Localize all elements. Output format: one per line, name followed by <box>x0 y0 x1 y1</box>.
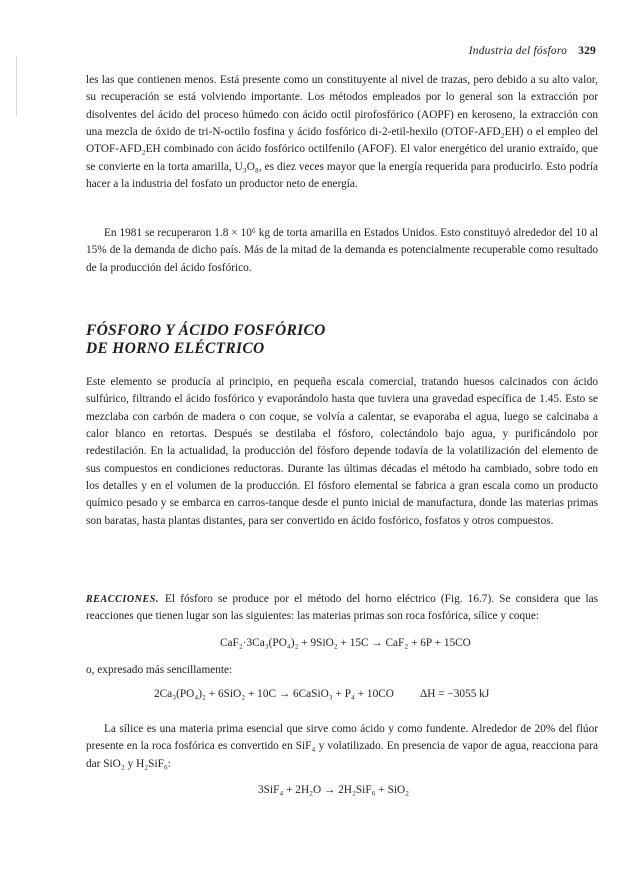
paragraph-text: El fósforo se produce por el método del horno eléctrico (Fig. 16.7). Se considera que las reacciones que tienen lugar son las siguientes: las materias primas son roca fosfórica, sílice y coque: <box>86 593 598 623</box>
paragraph-text: Este elemento se producía al principio, en pequeña escala comercial, tratando huesos calcinados con ácido sulfúrico, filtrando el ácido fosfórico y evaporándolo hasta que tuviera una gravedad específica de 1.45. Esto se mezclaba con carbón de madera o con coque, se volvía a calentar, se evaporaba el agua, luego se calcinaba a calor blanco en retortas. Después se destilaba el fósforo, colectándolo bajo agua, y purificándolo por redestilación. En la actualidad, la producción del fósforo depende todavía de la volatilización del elemento de sus compuestos en condiciones reductoras. Durante las últimas décadas el método ha cambiado, sobre todo en los detalles y en el volumen de la producción. El fósforo elemental se fabrica a gran escala como un producto químico pesado y se embarca en carros-tanque desde el punto inicial de manufactura, donde las materias primas son baratas, hasta plantas distantes, para ser convertido en ácido fosfórico, fosfatos y otros compuestos. <box>86 376 598 527</box>
paragraph-silica <box>86 721 598 773</box>
paragraph-history <box>86 374 598 530</box>
equation-2 <box>154 688 489 700</box>
page-number: 329 <box>578 45 596 57</box>
run-in-heading: REACCIONES. <box>86 594 160 605</box>
paragraph-reactions <box>86 591 598 626</box>
paragraph-text: o, expresado más sencillamente: <box>86 664 233 676</box>
section-heading <box>86 322 598 358</box>
equation-1: CaF₂·3Ca₃(PO₄)₂ + 9SiO₂ + 15C → CaF₂ + 6P + 15CO <box>220 637 471 649</box>
paragraph-text: les las que contienen menos. Está presente como un constituyente al nivel de trazas, pero debido a su alto valor, su recuperación se está volviendo importante. Los métodos empleados por lo general son la extracción por disolventes del ácido del proceso húmedo con ácido octil pirofosfórico (AOPF) en keroseno, la extracción con una mezcla de óxido de tri-N-octilo fosfina y ácido fosfórico di-2-etil-hexilo (OTOF-AFD₂EH) o el empleo del OTOF-AFD₂EH combinado con ácido fosfórico octilfenilo (AFOF). El valor energético del uranio extraído, que se convierte en la torta amarilla, U₃O₈, es diez veces mayor que la energía requerida para producirlo. Esto podría hacer a la industria del fosfato un productor neto de energía. <box>86 74 598 191</box>
enthalpy-value: ΔH = −3055 kJ <box>419 688 490 700</box>
running-head <box>469 45 596 57</box>
running-head-title: Industria del fósforo <box>468 45 568 57</box>
binding-shadow <box>16 56 17 116</box>
equation-2-body: 2Ca₃(PO₄)₂ + 6SiO₂ + 10C → 6CaSiO₃ + P₄ + 10CO <box>154 688 394 700</box>
paragraph-yellowcake-1981 <box>86 225 598 277</box>
paragraph-simpler <box>86 662 598 679</box>
equation-3: 3SiF₄ + 2H₂O → 2H₂SiF₆ + SiO₂ <box>258 784 410 796</box>
paragraph-text: La sílice es una materia prima esencial que sirve como ácido y como fundente. Alrededor de 20% del flúor presente en la roca fosfórica es convertido en SiF₄ y volatilizado. En presencia de vapor de agua, reacciona para dar SiO₂ y H₂SiF₆: <box>86 723 598 770</box>
section-heading-line-1: FÓSFORO Y ÁCIDO FOSFÓRICO <box>86 322 326 339</box>
paragraph-text: En 1981 se recuperaron 1.8 × 10⁶ kg de torta amarilla en Estados Unidos. Esto constituyó alrededor del 10 al 15% de la demanda de dicho país. Más de la mitad de la demanda es potencialmente recuperable como resultado de la producción del ácido fosfórico. <box>86 227 598 274</box>
section-heading-line-2: DE HORNO ELÉCTRICO <box>86 340 265 357</box>
paragraph-uranium-recovery <box>86 72 598 193</box>
